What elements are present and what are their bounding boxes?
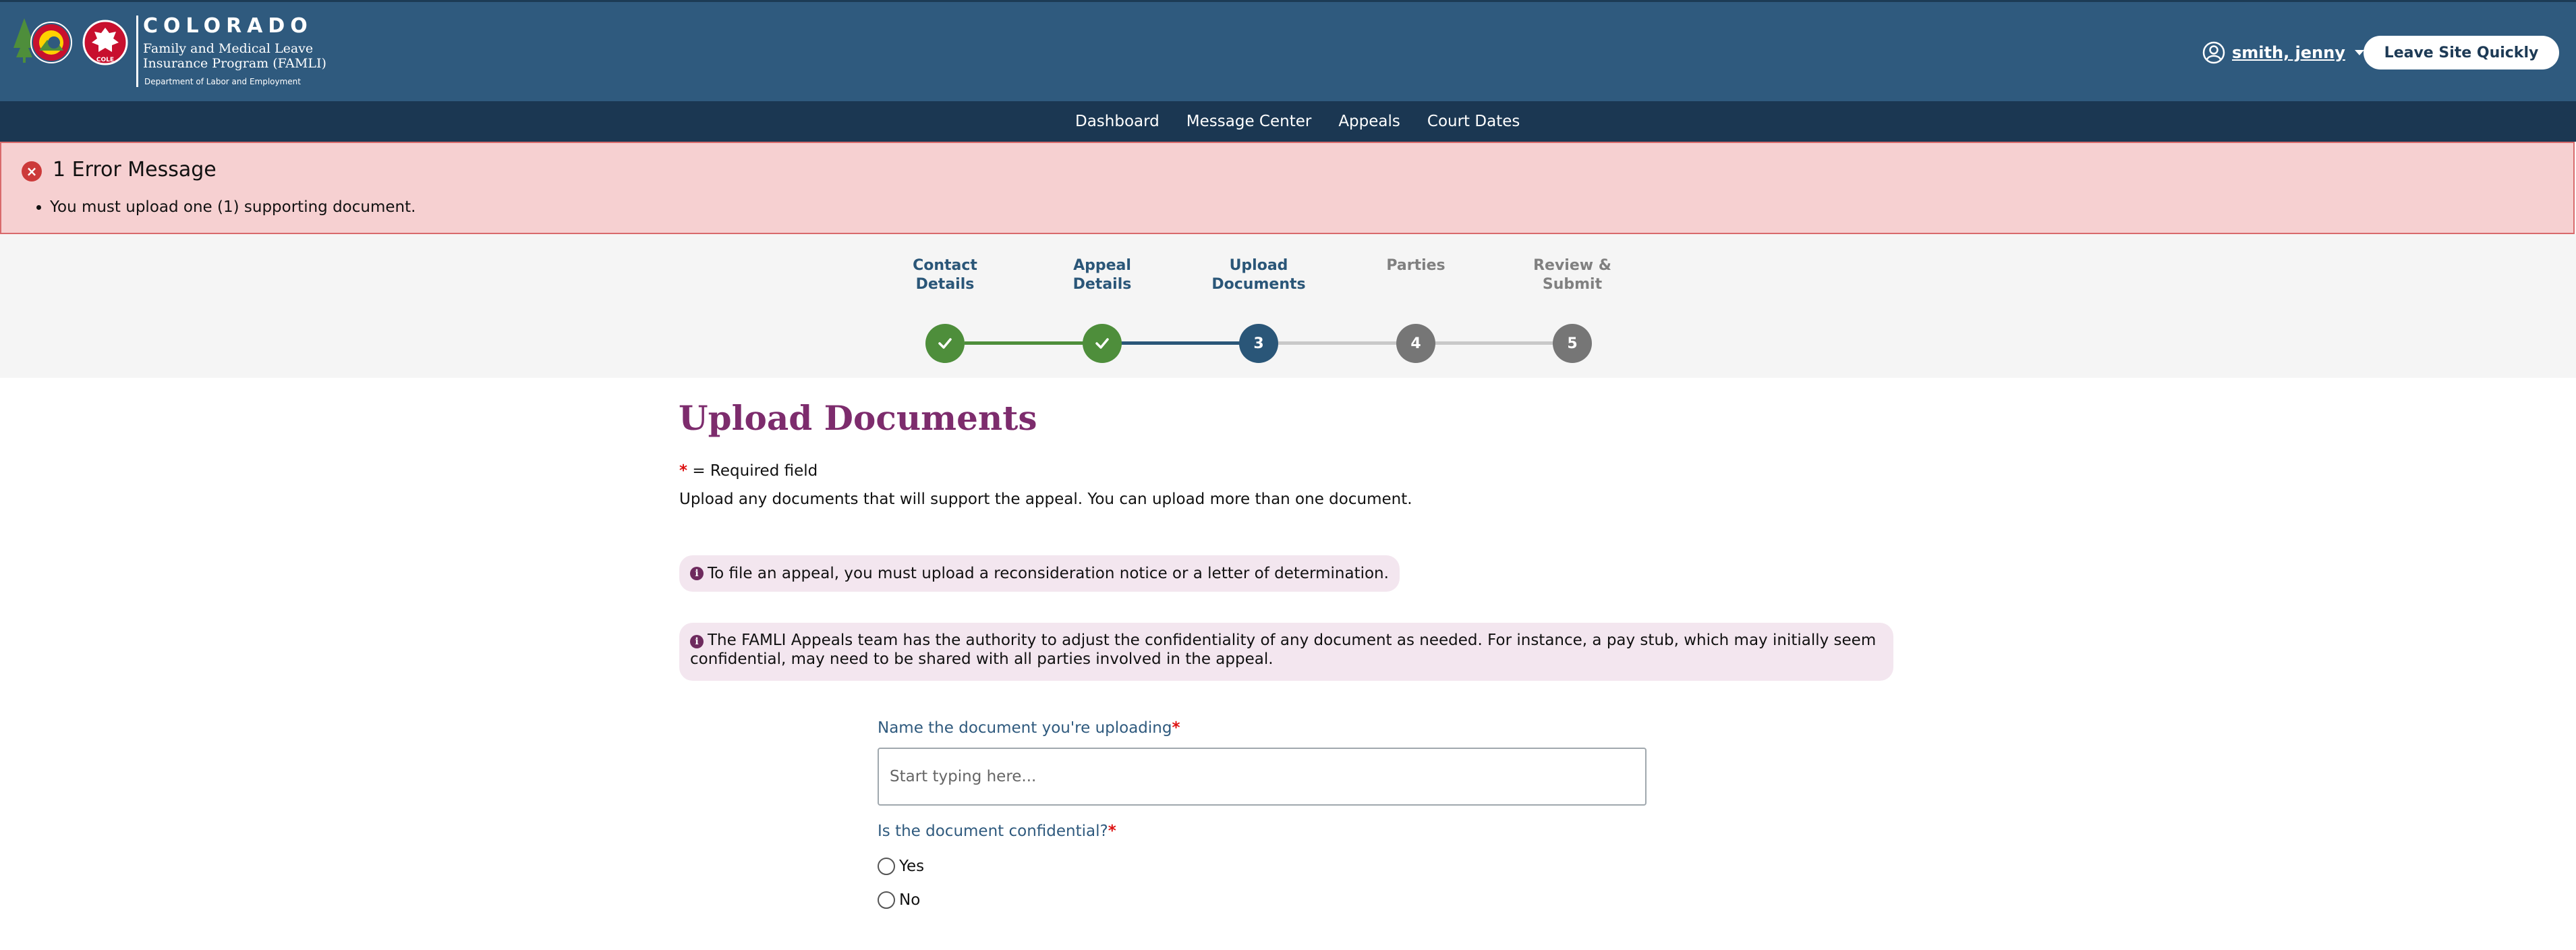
- site-header: [0, 0, 2576, 101]
- notice-reconsideration-text: To file an appeal, you must upload a reconsideration notice or a letter of determination.: [708, 565, 1389, 582]
- radio-yes-label[interactable]: Yes: [899, 858, 925, 875]
- radio-yes[interactable]: [878, 858, 895, 875]
- nav-appeals[interactable]: Appeals: [1338, 113, 1400, 130]
- step-3-marker: 3: [1239, 324, 1278, 363]
- chevron-down-icon: [2355, 50, 2364, 55]
- brand-title: COLORADO: [143, 14, 313, 38]
- step-label-line1: Parties: [1386, 257, 1446, 274]
- confidential-option-yes[interactable]: [878, 858, 924, 875]
- step-label-line1: Upload: [1229, 257, 1288, 274]
- error-message: • You must upload one (1) supporting document.: [50, 198, 416, 216]
- brand-subtitle: Family and Medical Leave Insurance Program (FAMLI): [143, 41, 326, 71]
- step-connector-4: [1435, 341, 1572, 345]
- colorado-famli-logo[interactable]: [12, 16, 142, 69]
- step-label-appeal-details[interactable]: [1035, 256, 1170, 294]
- user-circle-icon: [2202, 41, 2225, 64]
- error-banner: [0, 142, 2575, 234]
- step-connector-3: [1278, 341, 1416, 345]
- error-list: [35, 198, 416, 216]
- error-title: 1 Error Message: [53, 158, 217, 181]
- document-name-input[interactable]: [878, 748, 1647, 806]
- step-label-line1: Review &: [1533, 257, 1611, 274]
- step-connector-2: [1121, 341, 1259, 345]
- nav-message-center[interactable]: Message Center: [1186, 113, 1312, 130]
- nav-dashboard[interactable]: Dashboard: [1075, 113, 1160, 130]
- user-menu[interactable]: [2202, 38, 2364, 67]
- required-star: *: [1108, 822, 1116, 840]
- confidential-label: [878, 822, 1116, 840]
- leave-site-quickly-button[interactable]: Leave Site Quickly: [2364, 36, 2559, 69]
- step-label-line2: Details: [915, 276, 975, 293]
- confidential-option-no[interactable]: [878, 891, 920, 909]
- page-title: Upload Documents: [679, 398, 1037, 438]
- radio-no-label[interactable]: No: [899, 891, 921, 909]
- step-label-contact-details[interactable]: [878, 256, 1012, 294]
- required-star: *: [1172, 719, 1180, 737]
- info-icon: i: [690, 567, 704, 580]
- notice-confidentiality-text: The FAMLI Appeals team has the authority to adjust the confidentiality of any document as needed. For instance, a pay stub, which may initially seem confidential, may need to be shared with all parties involved in the appeal.: [690, 632, 1877, 668]
- step-label-line2: Details: [1072, 276, 1132, 293]
- document-name-label-text: Name the document you're uploading: [878, 719, 1172, 737]
- info-icon: i: [690, 635, 704, 648]
- upload-instructions: Upload any documents that will support the appeal. You can upload more than one document.: [679, 491, 1412, 508]
- required-field-note: [679, 462, 818, 480]
- notice-confidentiality: [679, 623, 1893, 681]
- step-5-marker: 5: [1553, 324, 1592, 363]
- progress-stepper: [0, 234, 2576, 378]
- required-field-text: = Required field: [687, 462, 818, 480]
- step-4-marker: 4: [1396, 324, 1435, 363]
- notice-reconsideration: [679, 555, 1400, 592]
- main-nav: [0, 101, 2576, 142]
- document-name-label: [878, 719, 1180, 737]
- logo-badge-text: COLE: [96, 57, 115, 63]
- nav-court-dates[interactable]: Court Dates: [1427, 113, 1520, 130]
- brand-divider: [136, 16, 138, 87]
- step-connector-1: [965, 341, 1102, 345]
- step-label-line1: Appeal: [1073, 257, 1131, 274]
- step-label-upload-documents: [1191, 256, 1326, 294]
- check-icon: [1094, 335, 1110, 352]
- brand-department: Department of Labor and Employment: [144, 77, 301, 86]
- step-label-line2: Submit: [1542, 276, 1603, 293]
- step-label-review-submit: [1505, 256, 1640, 294]
- x-circle-icon: ×: [22, 161, 42, 181]
- check-icon: [937, 335, 953, 352]
- step-label-line1: Contact: [913, 257, 977, 274]
- radio-no[interactable]: [878, 891, 895, 909]
- step-1-marker[interactable]: [925, 324, 965, 363]
- step-label-parties: [1348, 256, 1483, 275]
- step-2-marker[interactable]: [1083, 324, 1122, 363]
- confidential-label-text: Is the document confidential?: [878, 822, 1108, 840]
- step-label-line2: Documents: [1211, 276, 1306, 293]
- user-name-link[interactable]: smith, jenny: [2232, 43, 2345, 62]
- required-star: *: [679, 462, 688, 480]
